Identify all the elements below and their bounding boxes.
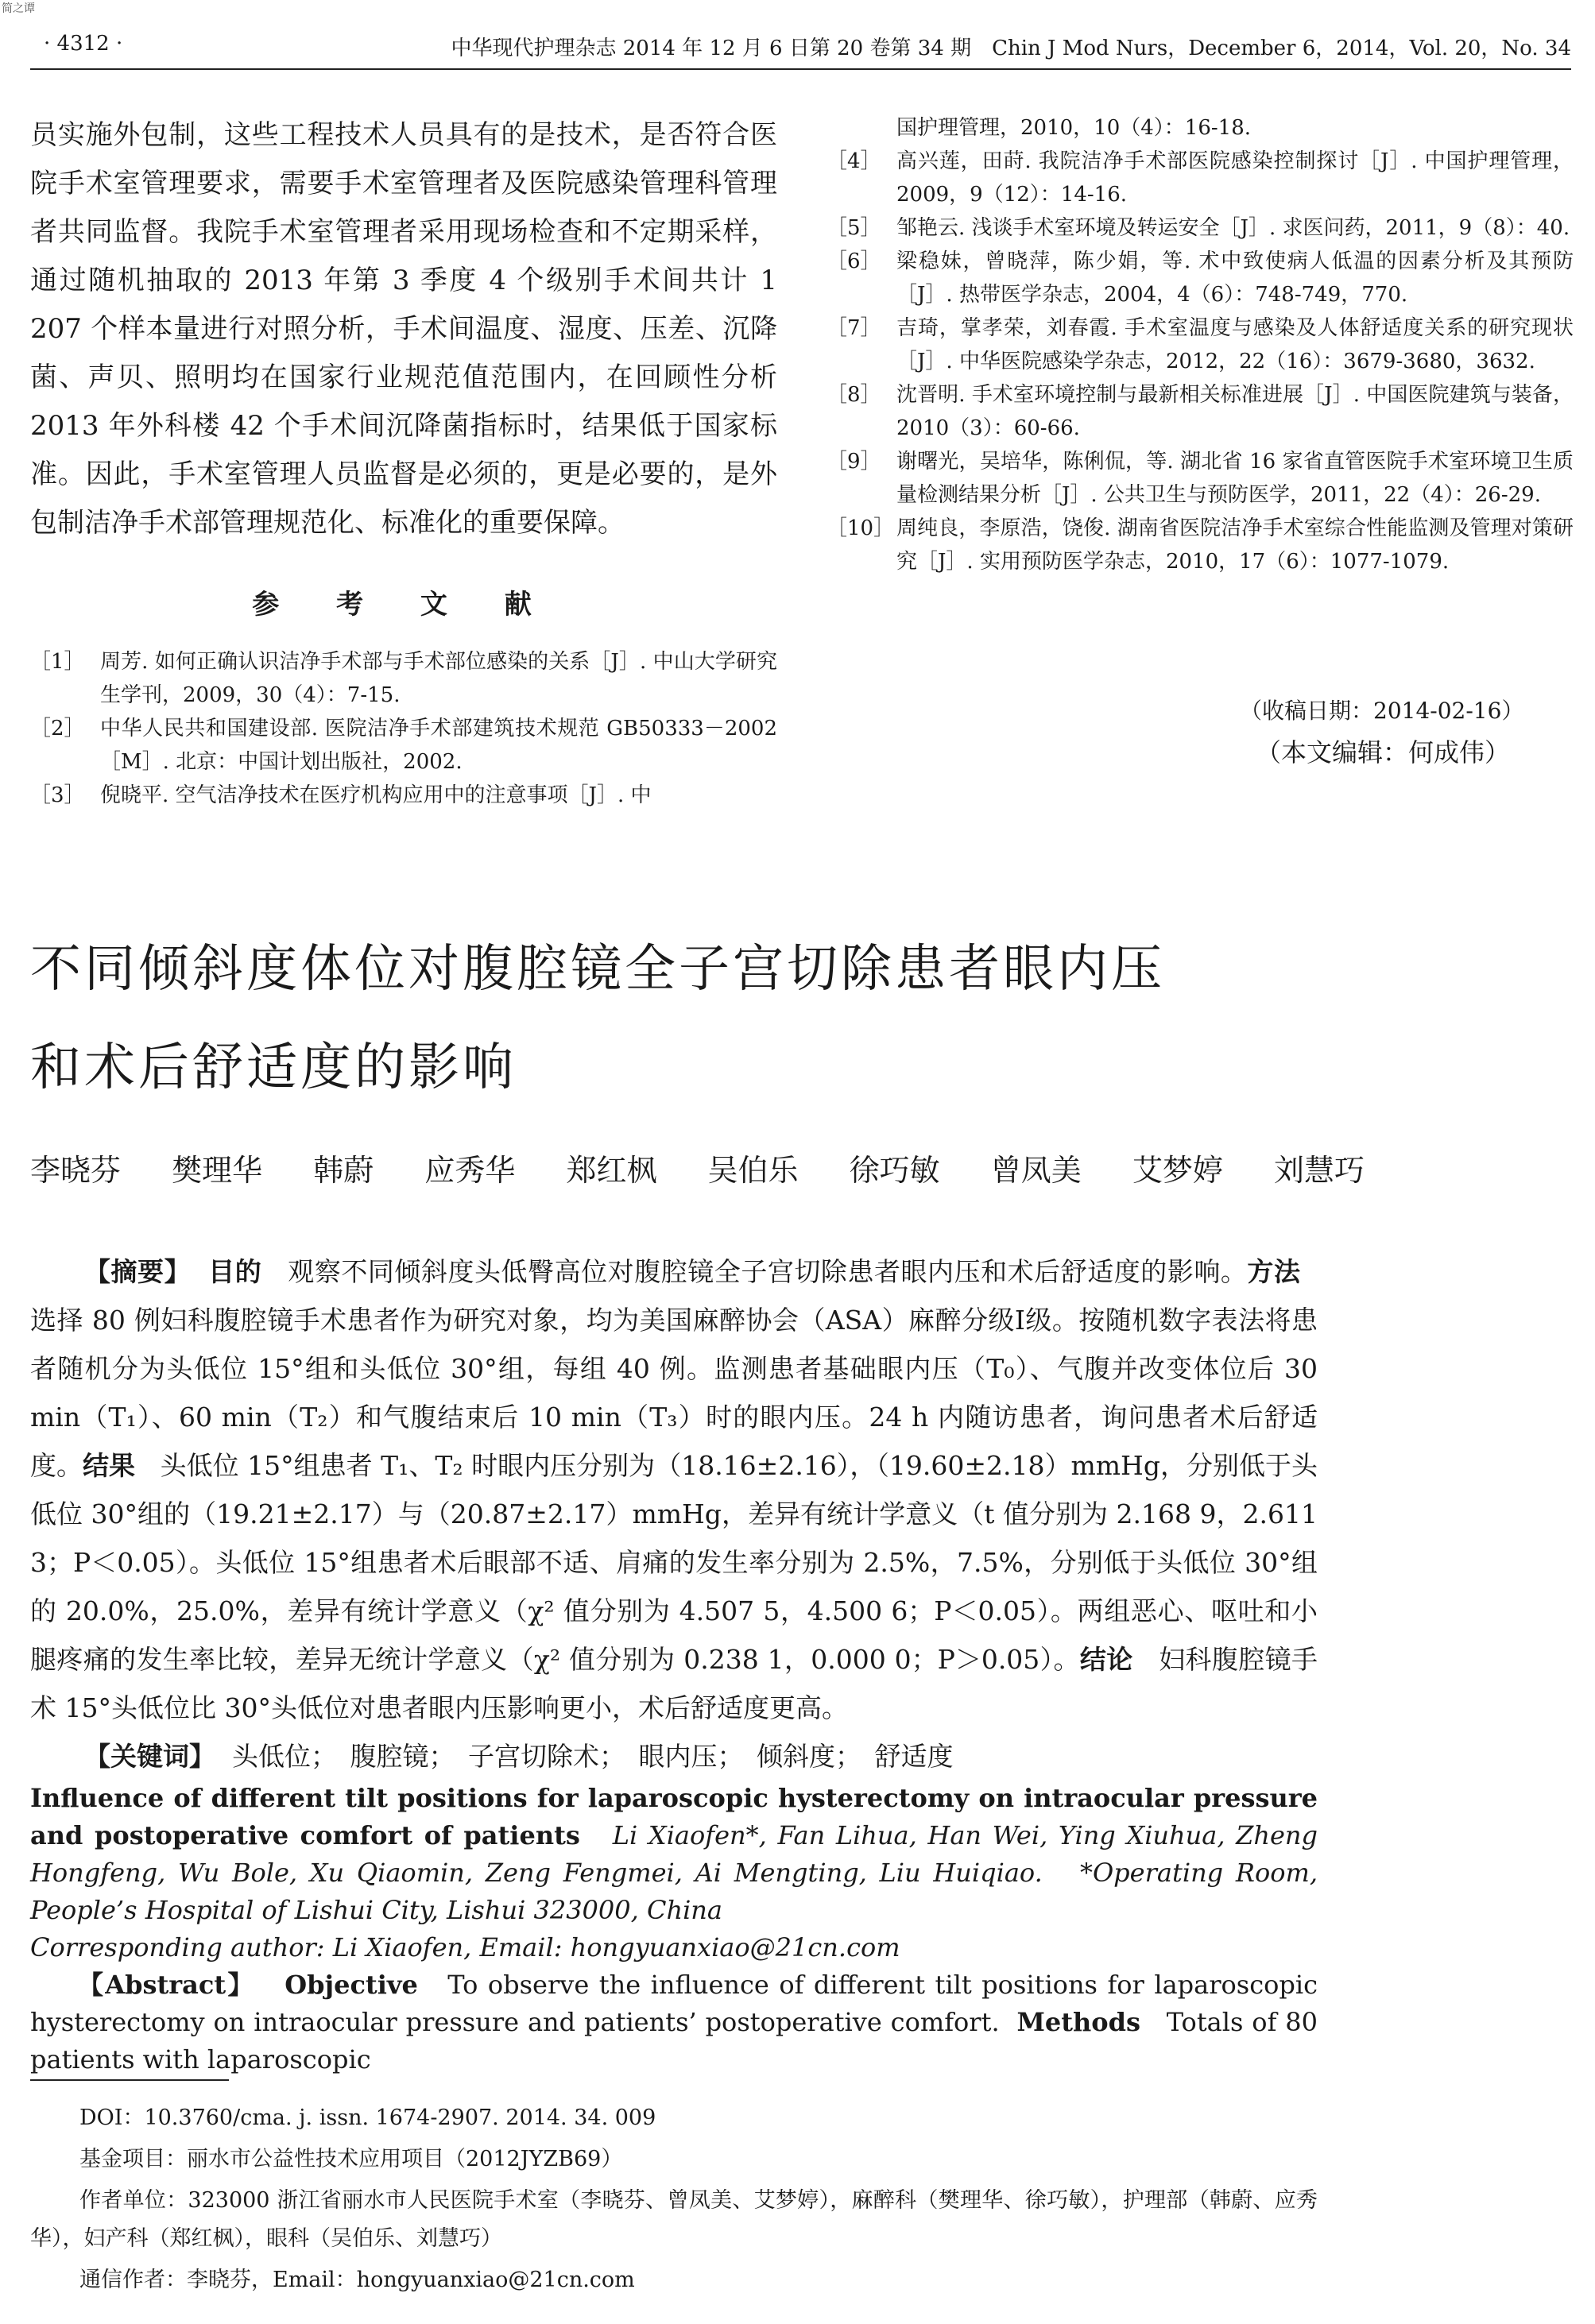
author-name: 艾梦婷: [1132, 1153, 1223, 1188]
reference-item: [827, 211, 1574, 245]
english-methods-text: Totals of 80 patients with laparoscopic: [30, 2007, 1318, 2075]
footnote-corresponding: 通信作者：李晓芬，Email：hongyuanxiao@21cn.com: [79, 2268, 635, 2292]
chinese-abstract: [30, 1247, 1318, 1781]
received-date: （收稿日期：2014-02-16）: [1240, 698, 1524, 724]
conclusion-text: 妇科腹腔镜手术 15°头低位比 30°头低位对患者眼内压影响更小，术后舒适度更高。: [30, 1644, 1318, 1723]
reference-number: ［5］: [827, 216, 881, 240]
author-name: 韩蔚: [313, 1153, 374, 1188]
results-text: 头低位 15°组患者 T₁、T₂ 时眼内压分别为（18.16±2.16），（19.60±2.18）mmHg，分别低于头低位 30°组的（19.21±2.17）与（20.87±2.17）mmHg，差异有统计学意义（t 值分别为 2.168 9，2.611 3；P＜0.05）。头低位 15°组患者术后眼部不适、肩痛的发生率分别为 2.5%，7.5%，分别低于头低位 30°组的 20.0%，25.0%，差异有统计学意义（χ² 值分别为 4.507 5，4.500 6；P＜0.05）。两组恶心、呕吐和小腿疼痛的发生率比较，差异无统计学意义（χ² 值分别为 0.238 1，0.000 0；P＞0.05）。: [30, 1450, 1318, 1675]
reference-item: [827, 145, 1574, 211]
prev-article-body: 员实施外包制，这些工程技术人员具有的是技术，是否符合医院手术室管理要求，需要手术室管理者及医院感染管理科管理者共同监督。我院手术室管理者采用现场检查和不定期采样，通过随机抽取的 2013 年第 3 季度 4 个级别手术间共计 1 207 个样本量进行对照分析，手术间温度、湿度、压差、沉降菌、声贝、照明均在国家行业规范值范围内，在回顾性分析 2013 年外科楼 42 个手术间沉降菌指标时，结果低于国家标准。因此，手术室管理人员监督是必须的，更是必要的，是外包制洁净手术部管理规范化、标准化的重要保障。: [30, 119, 777, 539]
reference-item: [827, 245, 1574, 311]
article-title-line-2: 和术后舒适度的影响: [30, 1038, 517, 1097]
reference-number: ［10］: [827, 516, 895, 540]
reference-item: [827, 445, 1574, 512]
references-list-right: [827, 111, 1574, 578]
author-list: [30, 1146, 1406, 1189]
author-name: 郑红枫: [566, 1153, 657, 1188]
reference-number: ［6］: [827, 249, 881, 273]
reference-item: [827, 378, 1574, 445]
conclusion-label: 结论: [1079, 1644, 1133, 1675]
keywords-label: 【关键词】: [84, 1741, 215, 1772]
english-affiliation: *Operating Room, People’s Hospital of Lishui City, Lishui 323000, China: [30, 1858, 1318, 1925]
reference-item: [827, 512, 1574, 578]
english-objective-text: To observe the influence of different tilt positions for laparoscopic hysterectomy on intraocular pressure and patients’ postoperative comfort.: [30, 1970, 1318, 2037]
author-name: 徐巧敏: [849, 1153, 940, 1188]
author-name: 应秀华: [424, 1153, 516, 1188]
english-abstract-label: 【Abstract】: [78, 1970, 255, 2000]
reference-text: 梁稳妹，曾晓萍，陈少娟，等. 术中致使病人低温的因素分析及其预防［J］. 热带医学杂志，2004，4（6）：748-749，770.: [896, 249, 1574, 307]
reference-number: ［7］: [827, 316, 881, 340]
references-heading: 参 考 文 献: [252, 589, 556, 621]
prev-article-left-column: [30, 111, 777, 812]
reference-item: [30, 779, 777, 812]
footnote-rule: [30, 2079, 229, 2081]
editor-note: （本文编辑：何成伟）: [1256, 737, 1511, 768]
footnotes: [30, 2099, 1318, 2303]
keywords-paragraph: [30, 1732, 1318, 1781]
page-number: · 4312 ·: [44, 32, 123, 56]
objective-label: 目的: [208, 1256, 262, 1287]
english-title: Influence of different tilt positions for laparoscopic hysterectomy on intraocular pressure and postoperative comfort of patients: [30, 1783, 1318, 1850]
reference-number: ［9］: [827, 450, 881, 474]
keywords-text: 头低位； 腹腔镜； 子宫切除术； 眼内压； 倾斜度； 舒适度: [231, 1741, 954, 1772]
reference-number: ［3］: [30, 783, 85, 807]
english-methods-label: Methods: [1016, 2007, 1140, 2037]
reference-item: [30, 645, 777, 712]
author-name: 樊理华: [172, 1153, 263, 1188]
reference-item: [827, 311, 1574, 378]
article-title-line-1: 不同倾斜度体位对腹腔镜全子宫切除患者眼内压: [30, 940, 1165, 999]
reference-text: 倪晓平. 空气洁净技术在医疗机构应用中的注意事项［J］. 中: [100, 783, 652, 807]
english-authors: Li Xiaofen*, Fan Lihua, Han Wei, Ying Xiuhua, Zheng Hongfeng, Wu Bole, Xu Qiaomin, Zeng Fengmei, Ai Mengting, Liu Huiqiao.: [30, 1820, 1318, 1888]
footnote-doi: DOI：10.3760/cma. j. issn. 1674-2907. 2014. 34. 009: [79, 2106, 656, 2130]
journal-header: 中华现代护理杂志 2014 年 12 月 6 日第 20 卷第 34 期 Chin J Mod Nurs，December 6，2014，Vol. 20，No. 34: [451, 37, 1571, 60]
author-name: 李晓芬: [30, 1153, 122, 1188]
reference-text: 中华人民共和国建设部. 医院洁净手术部建筑技术规范 GB50333－2002［M］. 北京：中国计划出版社，2002.: [100, 717, 777, 774]
methods-label: 方法: [1247, 1256, 1301, 1287]
methods-text: 选择 80 例妇科腹腔镜手术患者作为研究对象，均为美国麻醉协会（ASA）麻醉分级Ⅰ级。按随机数字表法将患者随机分为头低位 15°组和头低位 30°组，每组 40 例。监测患者基础眼内压（T₀）、气腹并改变体位后 30 min（T₁）、60 min（T₂）和气腹结束后 10 min（T₃）时的眼内压。24 h 内随访患者，询问患者术后舒适度。: [30, 1305, 1318, 1481]
reference-number: ［1］: [30, 650, 85, 674]
references-list-left: [30, 645, 777, 812]
english-corresponding: Corresponding author: Li Xiaofen, Email: hongyuanxiao@21cn.com: [30, 1932, 900, 1962]
reference-item: [827, 111, 1574, 145]
english-title-paragraph: [30, 1780, 1318, 1929]
reference-number: ［8］: [827, 383, 881, 407]
reference-item: [30, 712, 777, 779]
reference-text: 高兴莲，田莳. 我院洁净手术部医院感染控制探讨［J］. 中国护理管理，2009，9（12）：14-16.: [896, 149, 1574, 207]
watermark: 简之谭: [2, 2, 35, 15]
results-label: 结果: [83, 1450, 136, 1481]
article-title: [30, 920, 1381, 1117]
reference-text: 吉琦，掌孝荣，刘春霞. 手术室温度与感染及人体舒适度关系的研究现状［J］. 中华医院感染学杂志，2012，22（16）：3679-3680，3632.: [896, 316, 1574, 373]
reference-text: 邹艳云. 浅谈手术室环境及转运安全［J］. 求医问药，2011，9（8）：40.: [896, 216, 1570, 240]
prev-article-right-column: [827, 111, 1574, 578]
author-name: 曾凤美: [990, 1153, 1082, 1188]
english-abstract: [30, 1780, 1318, 2078]
reference-text: 沈晋明. 手术室环境控制与最新相关标准进展［J］. 中国医院建筑与装备，2010（3）：60-66.: [896, 383, 1574, 440]
author-name: 刘慧巧: [1273, 1153, 1365, 1188]
reference-text: 谢曙光，吴培华，陈俐侃，等. 湖北省 16 家省直管医院手术室环境卫生质量检测结果分析［J］. 公共卫生与预防医学，2011，22（4）：26-29.: [896, 450, 1574, 507]
reference-text: 周芳. 如何正确认识洁净手术部与手术部位感染的关系［J］. 中山大学研究生学刊，2009，30（4）：7-15.: [100, 650, 777, 707]
english-abstract-paragraph: [30, 1966, 1318, 2078]
footnote-fund: 基金项目：丽水市公益性技术应用项目（2012JYZB69）: [79, 2147, 623, 2171]
reference-number: ［2］: [30, 717, 85, 741]
header-rule: [30, 68, 1571, 70]
author-name: 吴伯乐: [707, 1153, 799, 1188]
abstract-paragraph: [30, 1247, 1318, 1732]
english-objective-label: Objective: [285, 1970, 418, 2000]
objective-text: 观察不同倾斜度头低臀高位对腹腔镜全子宫切除患者眼内压和术后舒适度的影响。: [288, 1256, 1248, 1287]
reference-text: 国护理管理，2010，10（4）：16-18.: [896, 116, 1252, 140]
reference-number: ［4］: [827, 149, 881, 173]
reference-text: 周纯良，李原浩，饶俊. 湖南省医院洁净手术室综合性能监测及管理对策研究［J］. 实用预防医学杂志，2010，17（6）：1077-1079.: [896, 516, 1574, 574]
footnote-affiliation: 作者单位：323000 浙江省丽水市人民医院手术室（李晓芬、曾凤美、艾梦婷），麻醉科（樊理华、徐巧敏），护理部（韩蔚、应秀华），妇产科（郑红枫），眼科（吴伯乐、刘慧巧）: [30, 2188, 1318, 2251]
abstract-label: 【摘要】: [84, 1256, 192, 1287]
